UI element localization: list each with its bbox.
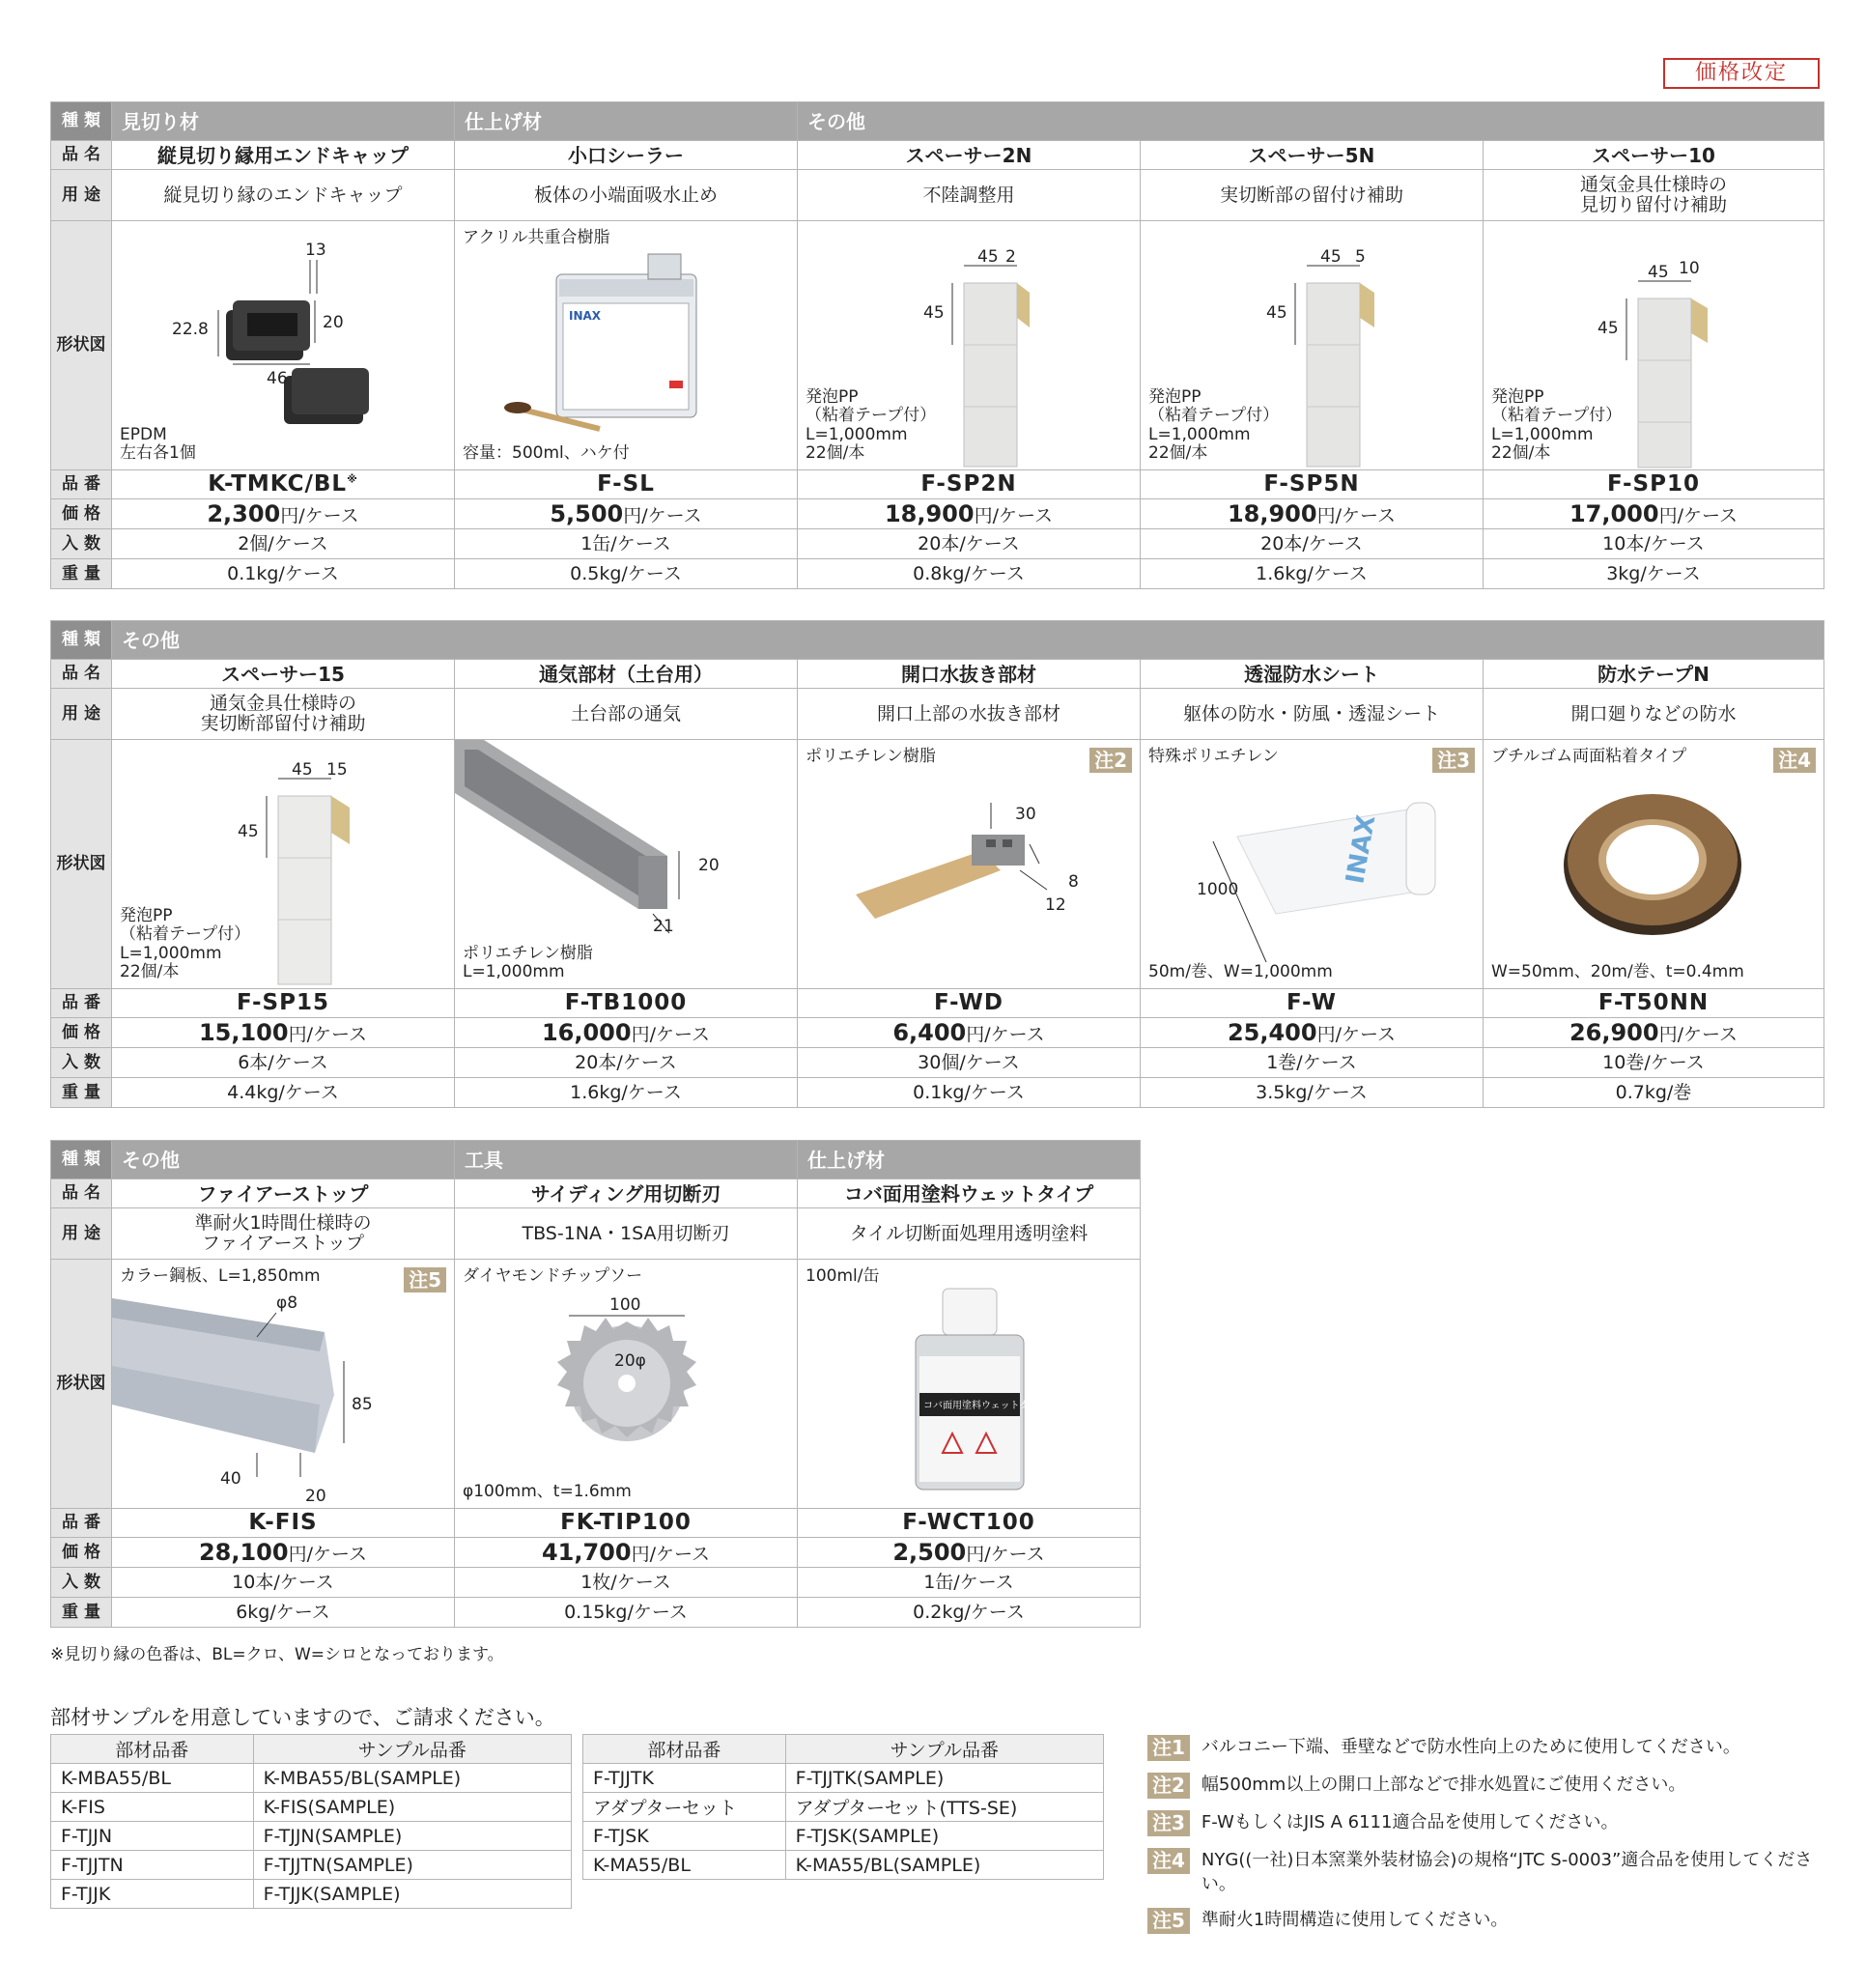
spec-table-3 — [50, 1140, 1141, 1628]
product-weight: 1.6kg/ケース — [1141, 559, 1484, 589]
price-unit: 円/ケース — [280, 504, 359, 526]
note-tag: 注5 — [404, 1267, 446, 1292]
product-name: 通気部材（土台用） — [455, 660, 798, 689]
sample-header-part: 部材品番 — [51, 1735, 254, 1764]
price-value: 17,000 — [1569, 499, 1659, 527]
color-footnote: ※見切り縁の色番は、BL=クロ、W=シロとなっております。 — [50, 1645, 504, 1664]
mat-line: ポリエチレン樹脂 — [463, 943, 593, 963]
note-item — [1147, 1848, 1833, 1896]
shape-cell-drain — [798, 740, 1141, 989]
product-code: FK-TIP100 — [455, 1509, 798, 1538]
dim-label: 22.8 — [172, 320, 209, 339]
dim-label: 12 — [1045, 895, 1066, 915]
mat-line: L=1,000mm — [463, 962, 565, 982]
product-name: 開口水抜き部材 — [798, 660, 1141, 689]
product-price — [798, 1538, 1141, 1568]
label-price: 価 格 — [51, 1018, 112, 1048]
use-line: 通気金具仕様時の — [1579, 174, 1727, 196]
note-tag: 注5 — [1147, 1908, 1190, 1934]
part-code: F-TJJN — [51, 1822, 254, 1851]
mat-line: 発泡PP — [1148, 386, 1202, 407]
product-use: 不陸調整用 — [798, 170, 1141, 221]
label-use: 用 途 — [51, 1208, 112, 1260]
product-qty: 1缶/ケース — [455, 529, 798, 559]
shape-cell-spacer2n — [798, 221, 1141, 470]
price-unit: 円/ケース — [1316, 504, 1397, 526]
firestop-drawing — [112, 1260, 455, 1509]
product-price — [455, 499, 798, 529]
dim-label: 40 — [220, 1469, 241, 1489]
table-row — [583, 1851, 1104, 1880]
note-item — [1147, 1773, 1833, 1799]
dim-label: 30 — [1015, 805, 1036, 824]
material-text: 50m/巻、W=1,000mm — [1148, 962, 1333, 982]
product-name: ファイアーストップ — [112, 1179, 455, 1208]
material-text — [1148, 388, 1279, 464]
label-price: 価 格 — [51, 1538, 112, 1568]
product-qty: 2個/ケース — [112, 529, 455, 559]
product-price — [1141, 1018, 1484, 1048]
shape-cell-spacer5n — [1141, 221, 1484, 470]
label-qty: 入 数 — [51, 1048, 112, 1078]
sample-code: K-MBA55/BL(SAMPLE) — [253, 1764, 571, 1793]
dim-label: 100 — [609, 1295, 641, 1315]
label-qty: 入 数 — [51, 529, 112, 559]
dim-label: 45 — [1648, 263, 1669, 282]
price-value: 16,000 — [541, 1018, 632, 1046]
saw-blade-drawing — [455, 1260, 798, 1509]
mat-line: L=1,000mm — [806, 424, 908, 444]
product-qty: 10本/ケース — [112, 1568, 455, 1598]
label-shape: 形状図 — [51, 740, 112, 989]
use-line: ファイアーストップ — [202, 1233, 364, 1254]
material-text: ブチルゴム両面粘着タイプ — [1491, 747, 1687, 766]
product-price — [1141, 499, 1484, 529]
mat-line: 22個/本 — [806, 443, 865, 464]
dim-label: 45 — [1597, 319, 1619, 338]
sample-header-sample: サンプル品番 — [253, 1735, 571, 1764]
product-use: 躯体の防水・防風・透湿シート — [1141, 689, 1484, 740]
note-tag: 注3 — [1147, 1810, 1190, 1836]
product-weight: 6kg/ケース — [112, 1598, 455, 1628]
sample-code: F-TJSK(SAMPLE) — [785, 1822, 1103, 1851]
label-use: 用 途 — [51, 689, 112, 740]
mat-line: （粘着テープ付） — [806, 406, 937, 426]
label-name: 品 名 — [51, 1179, 112, 1208]
product-weight: 0.15kg/ケース — [455, 1598, 798, 1628]
material-text: アクリル共重合樹脂 — [463, 228, 610, 247]
code-text: K-TMKC/BL — [208, 470, 348, 497]
product-code: F-T50NN — [1484, 989, 1824, 1018]
part-code: アダプターセット — [583, 1793, 786, 1822]
product-name: スペーサー5N — [1141, 141, 1484, 170]
product-name: 小口シーラー — [455, 141, 798, 170]
dim-label: 1000 — [1197, 880, 1239, 899]
price-value: 25,400 — [1227, 1018, 1317, 1046]
material-text: 容量：500ml、ハケ付 — [463, 443, 630, 464]
paint-can-drawing — [798, 1260, 1141, 1509]
shape-cell-spacer10 — [1484, 221, 1824, 470]
product-name: 防水テープN — [1484, 660, 1824, 689]
category-other: その他 — [112, 621, 1824, 660]
product-weight: 0.5kg/ケース — [455, 559, 798, 589]
part-code: F-TJSK — [583, 1822, 786, 1851]
note-tag: 注2 — [1089, 748, 1132, 773]
mat-line: 発泡PP — [1491, 386, 1544, 407]
dim-label: 13 — [305, 241, 326, 260]
product-price — [455, 1538, 798, 1568]
use-line: 準耐火1時間仕様時の — [194, 1212, 372, 1235]
material-text — [120, 426, 196, 464]
label-weight: 重 量 — [51, 559, 112, 589]
note-text: バルコニー下端、垂壁などで防水性向上のために使用してください。 — [1201, 1737, 1740, 1757]
sample-code: F-TJJTK(SAMPLE) — [785, 1764, 1103, 1793]
dim-label: 45 — [238, 822, 259, 841]
mat-line: 左右各1個 — [120, 443, 196, 464]
material-text: ポリエチレン樹脂 — [806, 747, 936, 766]
category-tool: 工具 — [455, 1141, 798, 1179]
sample-code: アダプターセット(TTS-SE) — [785, 1793, 1103, 1822]
material-text: W=50mm、20m/巻、t=0.4mm — [1491, 962, 1744, 982]
product-qty: 1缶/ケース — [798, 1568, 1141, 1598]
note-tag: 注4 — [1773, 748, 1816, 773]
label-name: 品 名 — [51, 660, 112, 689]
price-value: 15,100 — [198, 1018, 289, 1046]
price-value: 28,100 — [198, 1538, 289, 1566]
sealer-can-drawing — [455, 221, 798, 470]
material-text — [1491, 388, 1622, 464]
price-unit: 円/ケース — [974, 504, 1054, 526]
note-tag: 注1 — [1147, 1735, 1190, 1761]
product-weight: 0.7kg/巻 — [1484, 1078, 1824, 1108]
product-use: 開口廻りなどの防水 — [1484, 689, 1824, 740]
dim-label: 45 — [1320, 247, 1342, 267]
product-use: 実切断部の留付け補助 — [1141, 170, 1484, 221]
label-price: 価 格 — [51, 499, 112, 529]
dim-label: 15 — [326, 760, 348, 780]
product-name: スペーサー15 — [112, 660, 455, 689]
sample-header-part: 部材品番 — [583, 1735, 786, 1764]
product-code — [112, 470, 455, 499]
mat-line: 22個/本 — [120, 962, 180, 982]
dim-label: 46 — [267, 369, 288, 388]
product-price — [798, 1018, 1141, 1048]
label-code: 品 番 — [51, 989, 112, 1018]
material-text: カラー鋼板、L=1,850mm — [120, 1266, 321, 1286]
sample-code: F-TJJK(SAMPLE) — [253, 1880, 571, 1909]
product-price — [1484, 1018, 1824, 1048]
product-price — [1484, 499, 1824, 529]
part-code: K-MA55/BL — [583, 1851, 786, 1880]
product-qty: 30個/ケース — [798, 1048, 1141, 1078]
product-use — [1484, 170, 1824, 221]
price-value: 18,900 — [884, 499, 975, 527]
note-tag: 注2 — [1147, 1773, 1190, 1799]
category-shiage: 仕上げ材 — [798, 1141, 1141, 1179]
material-text: φ100mm、t=1.6mm — [463, 1482, 632, 1502]
mat-line: L=1,000mm — [120, 943, 222, 963]
material-text: 特殊ポリエチレン — [1148, 747, 1279, 766]
can-brand: INAX — [569, 309, 602, 323]
sample-code: F-TJJTN(SAMPLE) — [253, 1851, 571, 1880]
product-qty: 1枚/ケース — [455, 1568, 798, 1598]
product-use — [112, 689, 455, 740]
use-line: 見切り留付け補助 — [1579, 194, 1727, 215]
price-unit: 円/ケース — [1316, 1023, 1397, 1045]
material-text — [806, 388, 936, 464]
sample-header-sample: サンプル品番 — [785, 1735, 1103, 1764]
dim-label: 10 — [1679, 259, 1700, 278]
product-price — [112, 1538, 455, 1568]
table-row — [51, 1793, 572, 1822]
price-value: 18,900 — [1227, 499, 1317, 527]
dim-label: 45 — [923, 303, 945, 323]
price-unit: 円/ケース — [966, 1543, 1045, 1565]
product-use: 板体の小端面吸水止め — [455, 170, 798, 221]
shape-cell-blade — [455, 1260, 798, 1509]
wrap-sheet-drawing — [1141, 740, 1484, 989]
product-price — [112, 1018, 455, 1048]
table-row — [51, 1822, 572, 1851]
material-text: 100ml/缶 — [806, 1266, 880, 1286]
price-unit: 円/ケース — [1658, 1023, 1739, 1045]
dim-label: 20 — [698, 856, 720, 875]
product-name: サイディング用切断刃 — [455, 1179, 798, 1208]
price-unit: 円/ケース — [623, 504, 702, 526]
product-code: F-SL — [455, 470, 798, 499]
label-kind: 種 類 — [51, 102, 112, 141]
product-qty: 1巻/ケース — [1141, 1048, 1484, 1078]
product-price — [112, 499, 455, 529]
label-use: 用 途 — [51, 170, 112, 221]
product-weight: 0.2kg/ケース — [798, 1598, 1141, 1628]
shape-cell-spacer15 — [112, 740, 455, 989]
product-code: F-WCT100 — [798, 1509, 1141, 1538]
dim-label: 2 — [1005, 247, 1016, 267]
product-weight: 1.6kg/ケース — [455, 1078, 798, 1108]
price-value: 41,700 — [541, 1538, 632, 1566]
shape-cell-sheet — [1141, 740, 1484, 989]
part-code: F-TJJTK — [583, 1764, 786, 1793]
sheet-brand: INAX — [1341, 812, 1382, 887]
product-price — [455, 1018, 798, 1048]
label-kind: 種 類 — [51, 1141, 112, 1179]
product-code: F-SP15 — [112, 989, 455, 1018]
product-qty: 10本/ケース — [1484, 529, 1824, 559]
price-value: 2,500 — [892, 1538, 967, 1566]
note-item — [1147, 1735, 1833, 1761]
price-unit: 円/ケース — [288, 1023, 368, 1045]
drain-member-drawing — [798, 740, 1141, 989]
sample-table-left — [50, 1734, 572, 1909]
mat-line: （粘着テープ付） — [1148, 406, 1280, 426]
can-label: コバ面用塗料ウェットタイプ — [923, 1401, 1049, 1411]
note-text: 準耐火1時間構造に使用してください。 — [1201, 1910, 1509, 1931]
mat-line: 22個/本 — [1491, 443, 1551, 464]
spec-table-1 — [50, 101, 1824, 589]
product-qty: 20本/ケース — [798, 529, 1141, 559]
label-code: 品 番 — [51, 1509, 112, 1538]
dim-label: 5 — [1355, 247, 1366, 267]
sample-heading: 部材サンプルを用意していますので、ご請求ください。 — [50, 1706, 555, 1729]
category-other: その他 — [798, 102, 1824, 141]
use-line: 通気金具仕様時の — [209, 693, 356, 715]
part-code: K-MBA55/BL — [51, 1764, 254, 1793]
product-code: F-W — [1141, 989, 1484, 1018]
notes-list — [1147, 1735, 1833, 1945]
spec-table-2 — [50, 620, 1824, 1108]
product-code: F-SP10 — [1484, 470, 1824, 499]
product-code: F-WD — [798, 989, 1141, 1018]
note-text: NYG((一社)日本窯業外装材協会)の規格“JTC S-0003”適合品を使用してください。 — [1201, 1850, 1813, 1895]
product-qty: 10巻/ケース — [1484, 1048, 1824, 1078]
note-text: 幅500mm以上の開口上部などで排水処置にご使用ください。 — [1201, 1775, 1686, 1795]
category-shiage: 仕上げ材 — [455, 102, 798, 141]
use-line: 実切断部留付け補助 — [200, 713, 366, 734]
sample-code: F-TJJN(SAMPLE) — [253, 1822, 571, 1851]
material-text: ダイヤモンドチップソー — [463, 1266, 643, 1286]
material-text — [463, 945, 593, 982]
category-other: その他 — [112, 1141, 455, 1179]
dim-label: 45 — [977, 247, 999, 267]
shape-cell-end-cap — [112, 221, 455, 470]
part-code: K-FIS — [51, 1793, 254, 1822]
product-use: TBS-1NA・1SA用切断刃 — [455, 1208, 798, 1260]
mat-line: （粘着テープ付） — [120, 924, 251, 945]
price-value: 2,300 — [207, 499, 281, 527]
product-price — [798, 499, 1141, 529]
part-code: F-TJJK — [51, 1880, 254, 1909]
product-name: コバ面用塗料ウェットタイプ — [798, 1179, 1141, 1208]
price-unit: 円/ケース — [631, 1543, 711, 1565]
product-use: 開口上部の水抜き部材 — [798, 689, 1141, 740]
category-mikiri: 見切り材 — [112, 102, 455, 141]
product-name: スペーサー10 — [1484, 141, 1824, 170]
label-shape: 形状図 — [51, 1260, 112, 1509]
product-weight: 3kg/ケース — [1484, 559, 1824, 589]
dim-label: 45 — [1266, 303, 1287, 323]
label-weight: 重 量 — [51, 1598, 112, 1628]
product-name: 透湿防水シート — [1141, 660, 1484, 689]
shape-cell-sealer — [455, 221, 798, 470]
product-weight: 4.4kg/ケース — [112, 1078, 455, 1108]
price-value: 5,500 — [550, 499, 624, 527]
sample-code: K-MA55/BL(SAMPLE) — [785, 1851, 1103, 1880]
material-text — [120, 907, 250, 982]
price-unit: 円/ケース — [288, 1543, 368, 1565]
table-row — [51, 1880, 572, 1909]
shape-cell-firestop — [112, 1260, 455, 1509]
label-weight: 重 量 — [51, 1078, 112, 1108]
product-qty: 20本/ケース — [455, 1048, 798, 1078]
product-code: F-TB1000 — [455, 989, 798, 1018]
table-row — [583, 1764, 1104, 1793]
dim-label: 45 — [292, 760, 313, 780]
price-unit: 円/ケース — [966, 1023, 1045, 1045]
note-tag: 注4 — [1147, 1848, 1190, 1874]
product-qty: 6本/ケース — [112, 1048, 455, 1078]
mat-line: EPDM — [120, 424, 167, 444]
note-item — [1147, 1908, 1833, 1934]
mat-line: L=1,000mm — [1491, 424, 1594, 444]
table-row — [583, 1793, 1104, 1822]
label-qty: 入 数 — [51, 1568, 112, 1598]
dim-label: 20 — [323, 313, 344, 332]
sample-code: K-FIS(SAMPLE) — [253, 1793, 571, 1822]
label-shape: 形状図 — [51, 221, 112, 470]
dim-label: 20φ — [614, 1351, 646, 1371]
part-code: F-TJJTN — [51, 1851, 254, 1880]
dim-label: φ8 — [276, 1293, 298, 1313]
price-unit: 円/ケース — [631, 1023, 711, 1045]
shape-cell-paint — [798, 1260, 1141, 1509]
label-kind: 種 類 — [51, 621, 112, 660]
table-row — [51, 1764, 572, 1793]
mat-line: （粘着テープ付） — [1491, 406, 1623, 426]
product-qty: 20本/ケース — [1141, 529, 1484, 559]
note-tag: 注3 — [1432, 748, 1475, 773]
price-unit: 円/ケース — [1658, 504, 1739, 526]
product-use — [112, 1208, 455, 1260]
product-weight: 0.1kg/ケース — [112, 559, 455, 589]
product-weight: 3.5kg/ケース — [1141, 1078, 1484, 1108]
shape-cell-vent — [455, 740, 798, 989]
note-item — [1147, 1810, 1833, 1836]
note-text: F-WもしくはJIS A 6111適合品を使用してください。 — [1201, 1812, 1619, 1832]
mat-line: 発泡PP — [806, 386, 859, 407]
product-code: K-FIS — [112, 1509, 455, 1538]
mat-line: 発泡PP — [120, 905, 173, 925]
table-row — [51, 1851, 572, 1880]
dim-label: 8 — [1068, 872, 1079, 892]
product-weight: 0.1kg/ケース — [798, 1078, 1141, 1108]
product-use: 土台部の通気 — [455, 689, 798, 740]
tape-roll-drawing — [1484, 740, 1824, 989]
dim-label: 21 — [653, 917, 674, 936]
sample-table-right — [582, 1734, 1104, 1880]
price-revision-badge: 価格改定 — [1663, 58, 1820, 89]
dim-label: 20 — [305, 1487, 326, 1506]
product-code: F-SP2N — [798, 470, 1141, 499]
label-code: 品 番 — [51, 470, 112, 499]
product-name: 縦見切り縁用エンドキャップ — [112, 141, 455, 170]
dim-label: 85 — [352, 1395, 373, 1414]
price-value: 26,900 — [1569, 1018, 1659, 1046]
table-row — [583, 1822, 1104, 1851]
product-name: スペーサー2N — [798, 141, 1141, 170]
label-name: 品 名 — [51, 141, 112, 170]
mat-line: 22個/本 — [1148, 443, 1208, 464]
product-use: タイル切断面処理用透明塗料 — [798, 1208, 1141, 1260]
product-code: F-SP5N — [1141, 470, 1484, 499]
price-value: 6,400 — [892, 1018, 967, 1046]
product-use: 縦見切り縁のエンドキャップ — [112, 170, 455, 221]
shape-cell-tape — [1484, 740, 1824, 989]
product-weight: 0.8kg/ケース — [798, 559, 1141, 589]
mat-line: L=1,000mm — [1148, 424, 1251, 444]
code-mark: ※ — [347, 472, 358, 486]
